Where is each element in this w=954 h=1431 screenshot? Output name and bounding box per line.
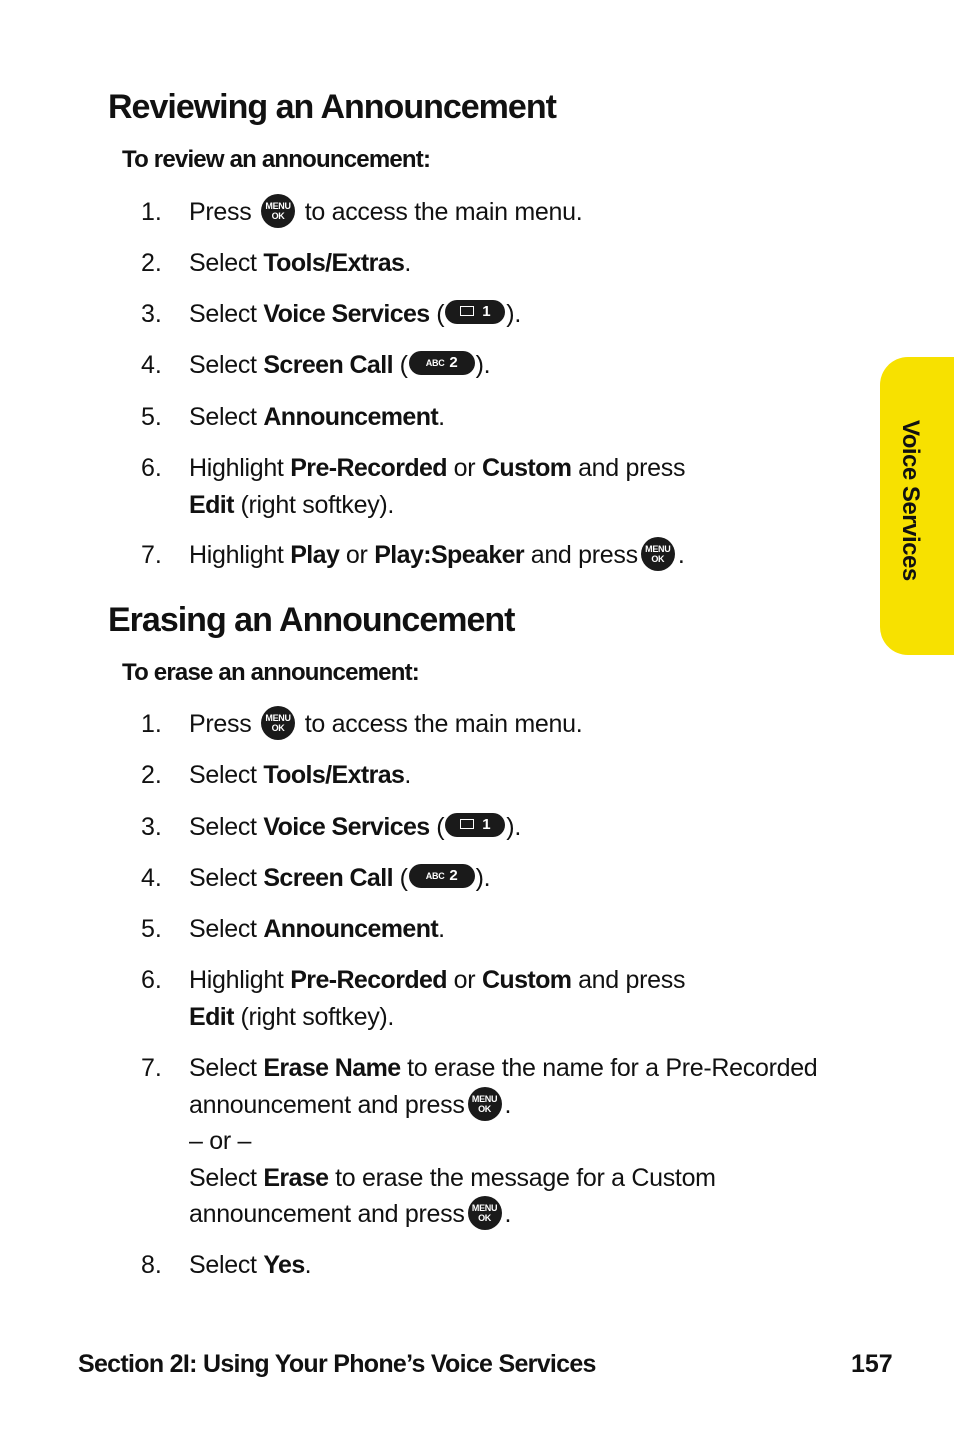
side-tab-label: Voice Services (897, 420, 924, 581)
step-text-part: ). (475, 864, 491, 892)
step-number: 4. (141, 864, 162, 892)
key-label: MENU (471, 1093, 498, 1104)
footer-section-title: Section 2I: Using Your Phone’s Voice Services (78, 1350, 596, 1378)
step-text (189, 809, 849, 846)
key-label: 2 (449, 867, 458, 885)
step-text-part: . (438, 915, 445, 943)
step-text (189, 296, 849, 333)
key-label: 2 (449, 354, 458, 372)
menu-item-name: Voice Services (263, 300, 430, 328)
step-text-part: ). (506, 300, 521, 328)
menu-item-name: Yes (263, 1251, 305, 1279)
step-number: 5. (141, 403, 162, 431)
key-label: ABC (425, 871, 445, 882)
key-2-abc-icon (409, 864, 475, 888)
menu-ok-key-icon (641, 537, 675, 571)
step-text (189, 911, 849, 948)
step-text-part: Select (189, 403, 257, 431)
step-text-part: (right softkey). (240, 490, 395, 519)
step-number: 4. (141, 351, 162, 379)
section-title-erase: Erasing an Announcement (108, 601, 515, 639)
key-label: OK (651, 554, 665, 565)
menu-item-name: Pre-Recorded (290, 454, 447, 482)
menu-item-name: Play (290, 541, 340, 569)
section-title-review: Reviewing an Announcement (108, 88, 556, 126)
step-number: 5. (141, 915, 162, 943)
key-label: 1 (482, 303, 491, 321)
key-label: OK (478, 1103, 491, 1114)
key-label: MENU (265, 713, 291, 724)
key-label: MENU (265, 201, 291, 212)
menu-item-name: Tools/Extras (263, 249, 405, 277)
key-label: OK (271, 723, 285, 734)
step-number: 7. (141, 541, 162, 569)
page-number: 157 (851, 1350, 893, 1378)
key-label: 1 (482, 816, 491, 834)
menu-item-name: Erase (263, 1163, 329, 1192)
menu-ok-key-icon (261, 706, 295, 740)
step-text-part: Press (189, 198, 252, 226)
step-number: 1. (141, 710, 162, 738)
step-text (189, 537, 849, 574)
section-subtitle-erase: To erase an announcement: (122, 659, 419, 686)
step-text-part: Highlight (189, 541, 284, 569)
step-text-part: Press (189, 710, 252, 738)
key-label: OK (271, 211, 285, 222)
step-text-part: to access the main menu. (304, 198, 583, 226)
step-text (189, 194, 849, 231)
step-text (189, 757, 849, 794)
step-number: 6. (141, 454, 162, 482)
step-text-part: . (404, 761, 411, 789)
step-text-part: . (404, 249, 411, 277)
step-text-part: Select (189, 1054, 257, 1082)
step-text (189, 347, 849, 384)
key-2-abc-icon (409, 351, 475, 375)
step-text (189, 399, 849, 436)
menu-item-name: Tools/Extras (263, 761, 405, 789)
menu-item-name: Erase Name (263, 1054, 401, 1082)
softkey-name: Edit (189, 1002, 234, 1031)
step-text-part: ( (436, 813, 445, 841)
menu-ok-key-icon (468, 1196, 502, 1230)
key-label: MENU (471, 1203, 498, 1214)
step-text-part: ( (399, 864, 408, 892)
step-text-part: (right softkey). (240, 1002, 395, 1031)
step-text-part: Highlight (189, 454, 284, 482)
or-separator: – or – (189, 1127, 252, 1155)
step-number: 2. (141, 761, 162, 789)
step-text-part: . (677, 541, 685, 569)
step-number: 8. (141, 1251, 162, 1279)
key-1-icon (445, 813, 505, 837)
step-text-part: to erase the message for a Custom announcement and press (189, 1163, 716, 1228)
menu-item-name: Screen Call (263, 864, 393, 892)
step-number: 7. (141, 1054, 162, 1082)
envelope-icon (460, 819, 474, 829)
step-text-part: ( (399, 351, 408, 379)
menu-ok-key-icon (261, 194, 295, 228)
menu-item-name: Custom (481, 966, 572, 994)
envelope-icon (460, 306, 474, 316)
step-text-part: and press (530, 541, 638, 569)
menu-item-name: Announcement (263, 403, 439, 431)
step-text-part: and press (578, 454, 686, 482)
step-text (189, 245, 849, 282)
step-text-part: or (453, 966, 476, 994)
step-text-part: Select (189, 351, 257, 379)
menu-item-name: Screen Call (263, 351, 393, 379)
step-number: 3. (141, 300, 162, 328)
step-text-part: ). (506, 813, 521, 841)
step-text (189, 962, 849, 1035)
step-text-part: Select (189, 300, 257, 328)
step-text (189, 706, 849, 743)
step-text (189, 1247, 849, 1284)
step-number: 3. (141, 813, 162, 841)
step-text-part: . (504, 1200, 512, 1228)
step-text-part: . (504, 1090, 512, 1119)
step-text-part: Highlight (189, 966, 284, 994)
menu-item-name: Custom (481, 454, 572, 482)
step-text-part: . (438, 403, 445, 431)
step-text (189, 860, 849, 897)
key-label: OK (478, 1213, 491, 1224)
step-text-part: Select (189, 1163, 257, 1192)
section-subtitle-review: To review an announcement: (122, 146, 431, 173)
step-text-part: . (304, 1251, 312, 1279)
step-text-part: ( (436, 300, 445, 328)
menu-item-name: Play:Speaker (374, 541, 525, 569)
step-text-part: to access the main menu. (304, 710, 583, 738)
menu-item-name: Pre-Recorded (290, 966, 447, 994)
step-number: 1. (141, 198, 162, 226)
step-text-part: Select (189, 864, 257, 892)
step-text-part: Select (189, 761, 257, 789)
step-text-part: Select (189, 1251, 257, 1279)
key-label: ABC (425, 358, 445, 369)
step-text-part: Select (189, 813, 257, 841)
step-number: 2. (141, 249, 162, 277)
step-text-part: Select (189, 915, 257, 943)
key-1-icon (445, 300, 505, 324)
step-text-part: or (345, 541, 368, 569)
softkey-name: Edit (189, 490, 234, 519)
menu-item-name: Announcement (263, 915, 439, 943)
step-number: 6. (141, 966, 162, 994)
step-text-part: ). (475, 351, 491, 379)
menu-ok-key-icon (468, 1087, 502, 1121)
menu-item-name: Voice Services (263, 813, 430, 841)
step-text-part: or (453, 454, 476, 482)
step-text-part: to erase the name for a Pre-Recorded announcement and press (189, 1054, 818, 1119)
key-label: MENU (645, 544, 671, 555)
step-text-part: Select (189, 249, 257, 277)
step-text (189, 1050, 849, 1233)
step-text-part: and press (578, 966, 686, 994)
step-text (189, 450, 849, 523)
